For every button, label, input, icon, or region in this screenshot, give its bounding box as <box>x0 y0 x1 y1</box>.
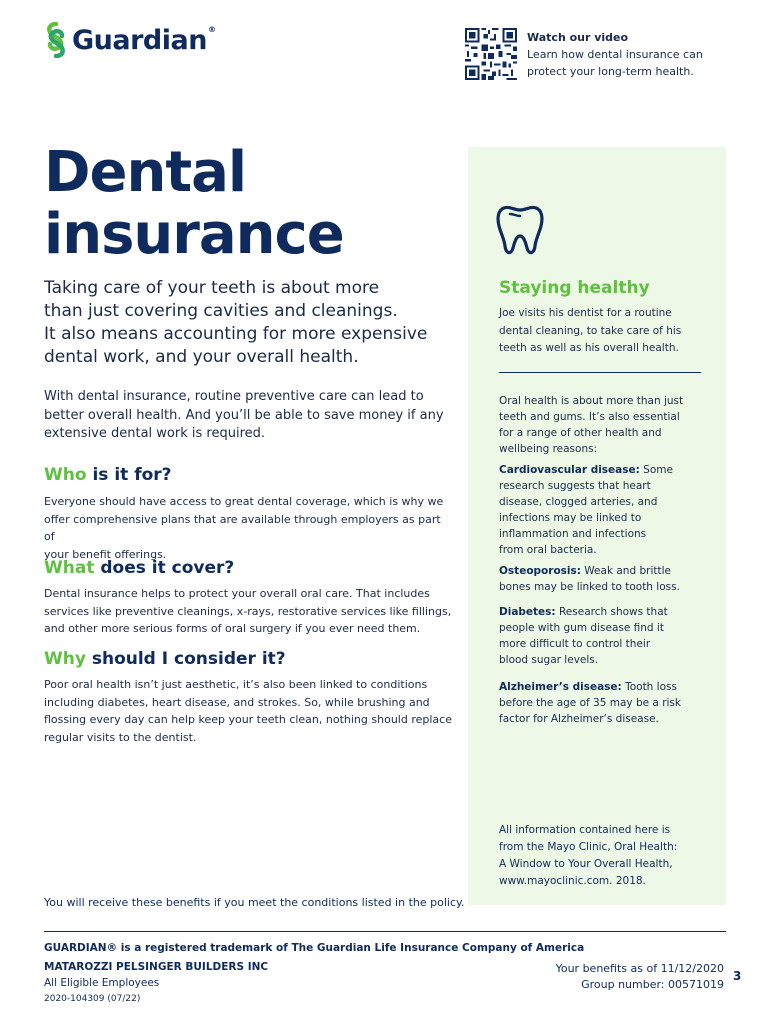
policy-footnote: You will receive these benefits if you meet the conditions listed in the policy. <box>44 896 465 909</box>
panel-heading: Staying healthy <box>499 278 650 298</box>
panel-osteoporosis: Osteoporosis: Weak and brittle bones may be linked to tooth loss. <box>499 565 680 593</box>
lead-paragraph: Taking care of your teeth is about more than just covering cavities and cleanings. It also means accounting for more expensive dental work, and your overall health. <box>44 278 428 367</box>
video-desc-1: Learn how dental insurance can <box>527 48 703 61</box>
footer-divider <box>44 931 726 932</box>
section-text-what: Dental insurance helps to protect your overall oral care. That includes services like preventive cleanings, x-rays, restorative services like fillings, and other more serious forms of oral surgery if you ever need them. <box>44 587 452 635</box>
section-text-why: Poor oral health isn’t just aesthetic, it’s also been linked to conditions including diabetes, heart disease, and strokes. So, while brushing and flossing every day can help keep your teeth clean, nothing should replace regular visits to the dentist. <box>44 678 452 744</box>
panel-diabetes: Diabetes: Research shows that people with gum disease find it more difficult to control their blood sugar levels. <box>499 606 668 666</box>
page-number: 3 <box>733 969 742 983</box>
video-desc-2: protect your long-term health. <box>527 65 694 78</box>
panel-cardiovascular: Cardiovascular disease: Some research suggests that heart disease, clogged arteries, and infections may be linked to inflammation and infections from oral bacteria. <box>499 464 673 556</box>
section-heading-who: Who is it for? <box>44 465 172 485</box>
page-title: Dental insurance <box>44 140 344 267</box>
section-text-who: Everyone should have access to great dental coverage, which is why we offer comprehensive plans that are available through employers as part of your benefit offerings. <box>44 495 444 561</box>
panel-divider <box>499 372 701 373</box>
brand-name: Guardian® <box>72 24 216 56</box>
qr-code[interactable] <box>465 28 517 80</box>
panel-oral-health-text: Oral health is about more than just teeth and gums. It’s also essential for a range of other health and wellbeing reasons: <box>499 395 684 455</box>
benefits-date: Your benefits as of 11/12/2020 <box>555 962 724 975</box>
panel-alzheimers: Alzheimer’s disease: Tooth loss before the age of 35 may be a risk factor for Alzheimer’s disease. <box>499 681 681 725</box>
benefits-info <box>556 961 724 993</box>
section-heading-why: Why should I consider it? <box>44 649 286 669</box>
intro-paragraph: With dental insurance, routine preventive care can lead to better overall health. And you’ll be able to save money if any extensive dental work is required. <box>44 389 444 441</box>
panel-joe-text: Joe visits his dentist for a routine dental cleaning, to take care of his teeth as well as his overall health. <box>499 307 682 354</box>
section-heading-what: What does it cover? <box>44 558 235 578</box>
eligibility: All Eligible Employees <box>44 977 160 989</box>
group-number: Group number: 00571019 <box>581 978 724 991</box>
video-title: Watch our video <box>527 31 629 44</box>
tooth-icon <box>494 202 546 258</box>
trademark-notice: GUARDIAN® is a registered trademark of The Guardian Life Insurance Company of America <box>44 942 585 954</box>
video-promo[interactable] <box>527 29 703 80</box>
panel-source-citation: All information contained here is from the Mayo Clinic, Oral Health: A Window to Your Overall Health, www.mayoclinic.com. 2018. <box>499 824 678 887</box>
guardian-logo-icon <box>44 22 68 58</box>
document-code: 2020-104309 (07/22) <box>44 994 141 1004</box>
guardian-logo <box>44 22 215 58</box>
employer-name: MATAROZZI PELSINGER BUILDERS INC <box>44 961 269 973</box>
